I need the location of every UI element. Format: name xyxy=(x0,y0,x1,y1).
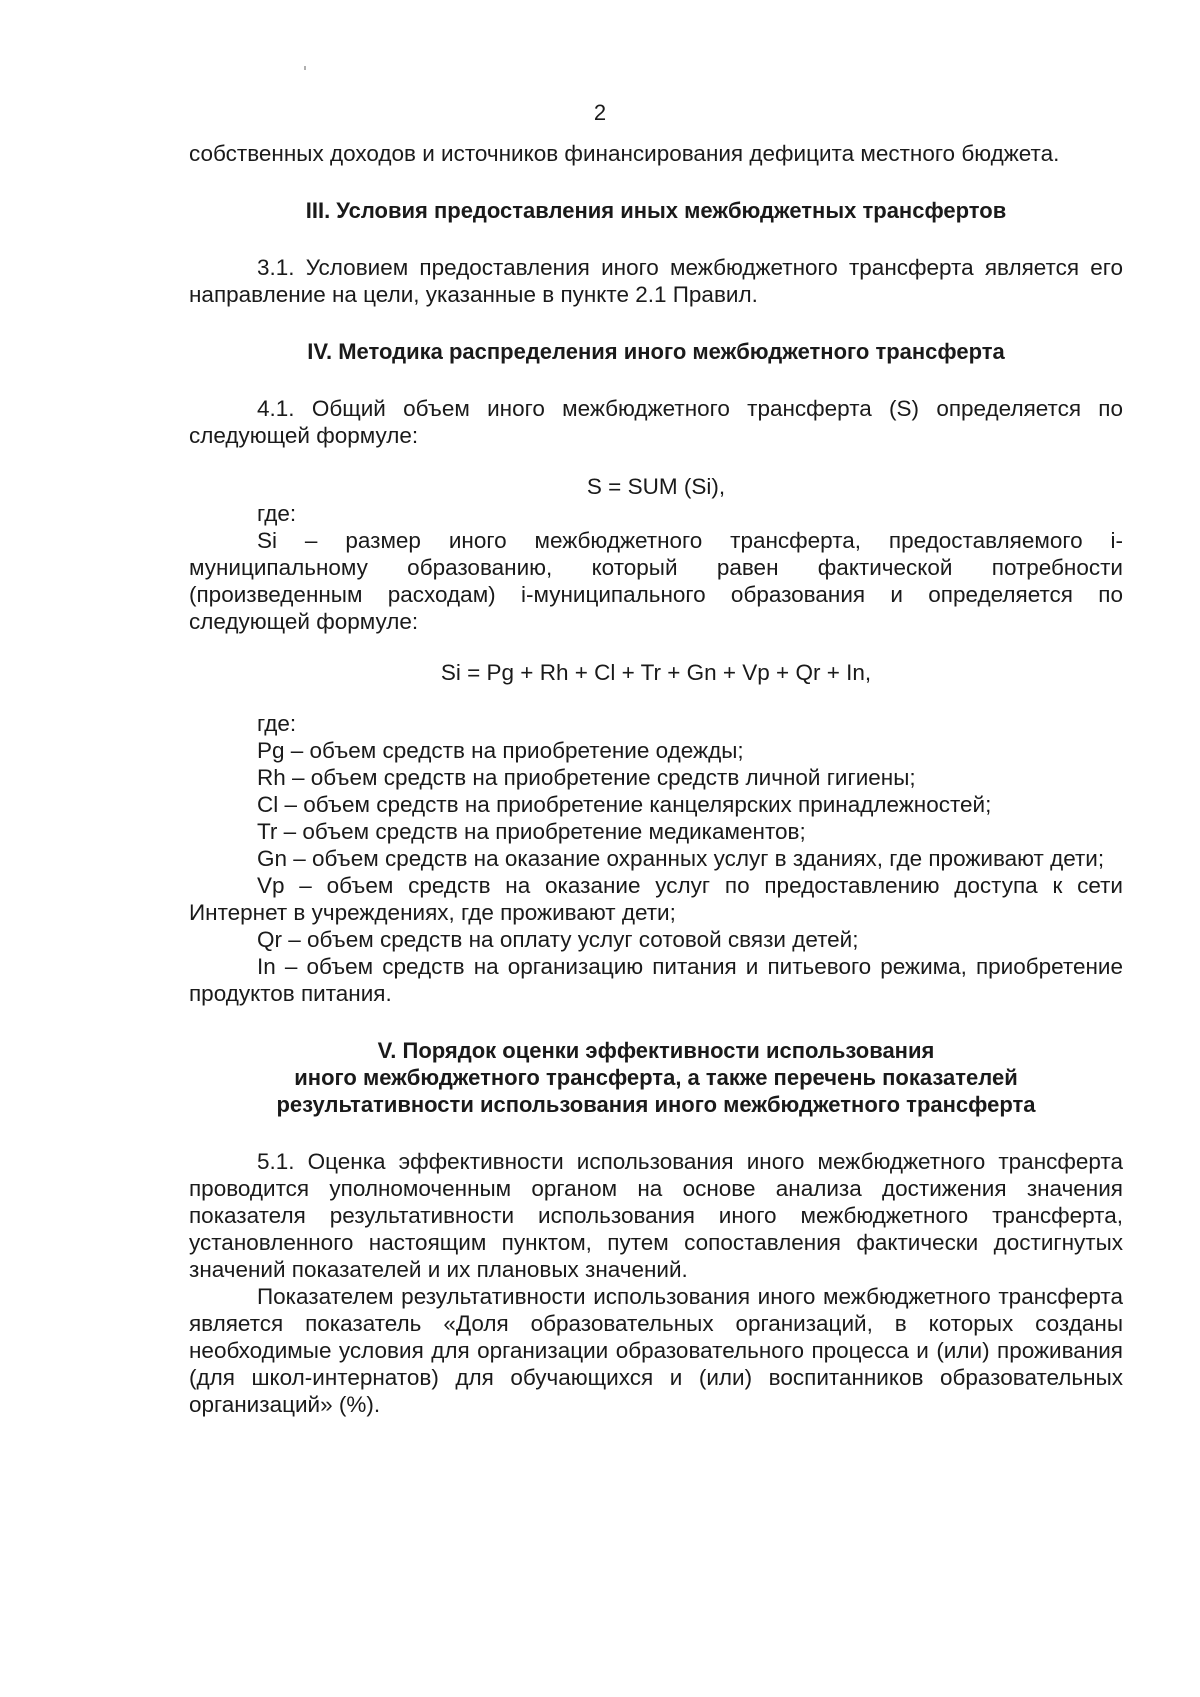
definition-item: Cl – объем средств на приобретение канцелярских принадлежностей; xyxy=(257,792,992,817)
definition-item: Vp – объем средств на оказание услуг по предоставлению доступа к сети Интернет в учреждениях, где проживают дети; xyxy=(189,873,1123,925)
section-5-heading-line-3: результативности использования иного межбюджетного трансферта xyxy=(276,1092,1036,1117)
section-5-heading-line-2: иного межбюджетного трансферта, а также перечень показателей xyxy=(294,1065,1018,1090)
intro-tail-paragraph: собственных доходов и источников финансирования дефицита местного бюджета. xyxy=(189,141,1060,166)
section-3-paragraph-1: 3.1. Условием предоставления иного межбюджетного трансферта является его направление на цели, указанные в пункте 2.1 Правил. xyxy=(189,255,1123,307)
section-4-heading: IV. Методика распределения иного межбюджетного трансферта xyxy=(307,339,1005,364)
si-definition: Si – размер иного межбюджетного трансферта, предоставляемого i-муниципальному образованию, который равен фактической потребности (произведенным расходам) i-муниципального образования и определяется по следующей формуле: xyxy=(189,528,1123,634)
page-number: 2 xyxy=(593,100,607,125)
formula-s: S = SUM (Si), xyxy=(586,474,726,499)
definition-item: Gn – объем средств на оказание охранных услуг в зданиях, где проживают дети; xyxy=(257,846,1105,871)
definition-item: In – объем средств на организацию питания и питьевого режима, приобретение продуктов питания. xyxy=(189,954,1123,1006)
document-body xyxy=(189,140,1123,1418)
definitions-list xyxy=(189,737,1123,1007)
section-5-paragraph-2: Показателем результативности использования иного межбюджетного трансферта является показатель «Доля образовательных организаций, в которых созданы необходимые условия для организации образовательного процесса и (или) проживания (для школ-интернатов) для обучающихся и (или) воспитанников образовательных организаций» (%). xyxy=(189,1284,1123,1417)
where-label-1: где: xyxy=(257,501,297,526)
where-label-2: где: xyxy=(257,711,297,736)
definition-item: Qr – объем средств на оплату услуг сотовой связи детей; xyxy=(257,927,859,952)
scan-speck xyxy=(304,66,306,70)
definition-item: Rh – объем средств на приобретение средств личной гигиены; xyxy=(257,765,916,790)
section-5-paragraph-1: 5.1. Оценка эффективности использования иного межбюджетного трансферта проводится уполномоченным органом на основе анализа достижения значения показателя результативности использования иного межбюджетного трансферта, установленного настоящим пунктом, путем сопоставления фактически достигнутых значений показателей и их плановых значений. xyxy=(189,1149,1123,1282)
formula-si: Si = Pg + Rh + Cl + Tr + Gn + Vp + Qr + In, xyxy=(440,660,872,685)
section-5-heading-line-1: V. Порядок оценки эффективности использования xyxy=(377,1038,935,1063)
definition-item: Pg – объем средств на приобретение одежды; xyxy=(257,738,744,763)
section-4-paragraph-1: 4.1. Общий объем иного межбюджетного трансферта (S) определяется по следующей формуле: xyxy=(189,396,1123,448)
definition-item: Tr – объем средств на приобретение медикаментов; xyxy=(257,819,806,844)
section-3-heading: III. Условия предоставления иных межбюджетных трансфертов xyxy=(305,198,1007,223)
